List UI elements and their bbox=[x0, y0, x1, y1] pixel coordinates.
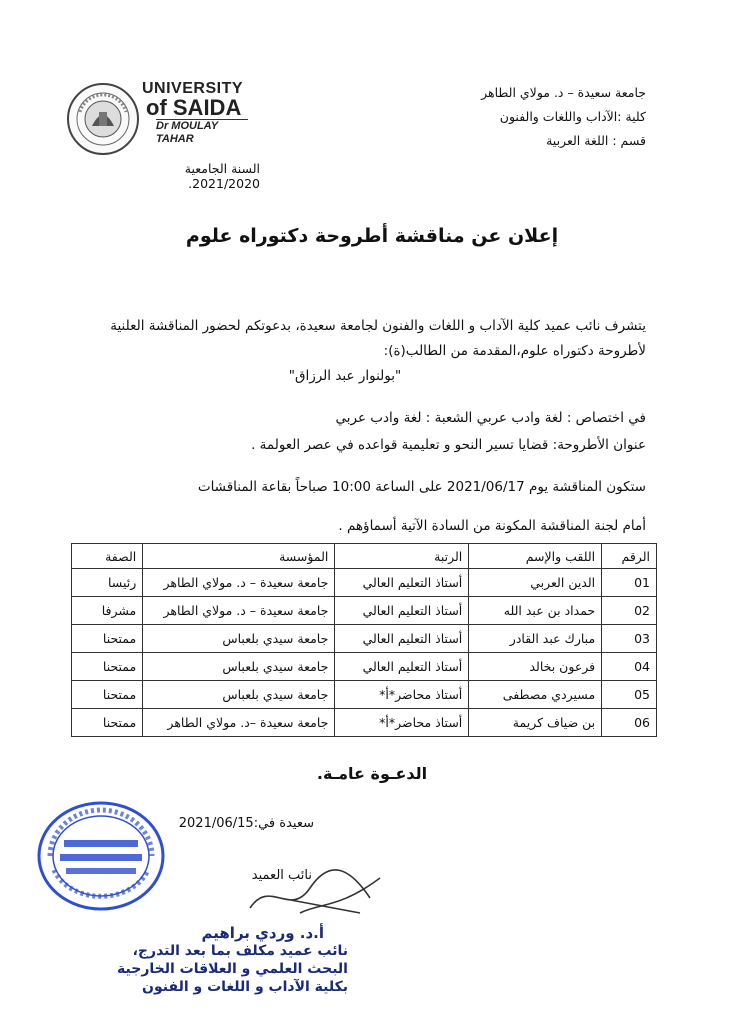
cell-institution: جامعة سعيدة –د. مولاي الطاهر bbox=[143, 709, 335, 737]
signature-line3: بكلية الآداب و اللغات و الفنون bbox=[142, 979, 348, 995]
logo-line1: UNIVERSITY bbox=[142, 80, 244, 97]
thesis-title-line: عنوان الأطروحة: قضايا تسير النحو و تعليمية قواعده في عصر العولمة . bbox=[251, 437, 646, 453]
cell-institution: جامعة سيدي بلعباس bbox=[143, 653, 335, 681]
cell-rank: أستاذ التعليم العالي bbox=[335, 569, 469, 597]
cell-role: ممتحنا bbox=[72, 709, 143, 737]
university-logo bbox=[66, 78, 244, 164]
cell-role: ممتحنا bbox=[72, 625, 143, 653]
table-row bbox=[72, 569, 657, 597]
cell-institution: جامعة سعيدة – د. مولاي الطاهر bbox=[143, 597, 335, 625]
table-row bbox=[72, 653, 657, 681]
header-role: الصفة bbox=[72, 544, 143, 569]
header-rank: الرتبة bbox=[335, 544, 469, 569]
header-name: اللقب والإسم bbox=[469, 544, 602, 569]
official-stamp-icon bbox=[36, 800, 166, 912]
signer-title: نائب العميد bbox=[251, 868, 312, 883]
logo-line3: Dr MOULAY TAHAR bbox=[156, 119, 248, 146]
intro-line1: يتشرف نائب عميد كلية الآداب و اللغات والفنون لجامعة سعيدة، بدعوتكم لحضور المناقشة العلنية bbox=[110, 318, 646, 334]
table-row bbox=[72, 681, 657, 709]
cell-name: الدين العربي bbox=[469, 569, 602, 597]
cell-name: حمداد بن عبد الله bbox=[469, 597, 602, 625]
student-name: "بولنوار عبد الرزاق" bbox=[288, 368, 402, 384]
university-seal-icon bbox=[66, 82, 140, 156]
cell-name: مبارك عبد القادر bbox=[469, 625, 602, 653]
cell-role: ممتحنا bbox=[72, 653, 143, 681]
table-row bbox=[72, 597, 657, 625]
cell-role: مشرفا bbox=[72, 597, 143, 625]
header-faculty: كلية :الآداب واللغات والفنون bbox=[499, 109, 646, 124]
table-header-row bbox=[72, 544, 657, 569]
place-date: سعيدة في:2021/06/15 bbox=[178, 816, 314, 831]
cell-name: مسيردي مصطفى bbox=[469, 681, 602, 709]
cell-role: رئيسا bbox=[72, 569, 143, 597]
cell-number: 04 bbox=[602, 653, 657, 681]
table-row bbox=[72, 625, 657, 653]
logo-text bbox=[142, 80, 246, 146]
cell-name: بن ضياف كريمة bbox=[469, 709, 602, 737]
signature-name: أ.د. وردي براهيم bbox=[201, 924, 324, 942]
schedule-line: ستكون المناقشة يوم 2021/06/17 على الساعة 10:00 صباحاً بقاعة المناقشات bbox=[197, 479, 646, 495]
cell-number: 06 bbox=[602, 709, 657, 737]
cell-rank: أستاذ محاضر*أ* bbox=[335, 709, 469, 737]
cell-rank: أستاذ التعليم العالي bbox=[335, 597, 469, 625]
signature-line1: نائب عميد مكلف بما بعد التدرج، bbox=[132, 943, 348, 959]
header-university: جامعة سعيدة – د. مولاي الطاهر bbox=[481, 85, 646, 100]
cell-number: 05 bbox=[602, 681, 657, 709]
header-institution: المؤسسة bbox=[143, 544, 335, 569]
invitation-line: الدعـوة عامـة. bbox=[316, 764, 428, 783]
committee-table bbox=[71, 543, 657, 737]
table-row bbox=[72, 709, 657, 737]
intro-line2: لأطروحة دكتوراه علوم،المقدمة من الطالب(ة): bbox=[383, 343, 646, 359]
cell-number: 03 bbox=[602, 625, 657, 653]
page-title: إعلان عن مناقشة أطروحة دكتوراه علوم bbox=[185, 225, 559, 247]
handwritten-signature-icon bbox=[240, 858, 390, 928]
cell-rank: أستاذ محاضر*أ* bbox=[335, 681, 469, 709]
cell-number: 02 bbox=[602, 597, 657, 625]
logo-line2: of SAIDA bbox=[146, 95, 242, 120]
committee-intro: أمام لجنة المناقشة المكونة من السادة الآتية أسماؤهم . bbox=[338, 518, 646, 534]
cell-rank: أستاذ التعليم العالي bbox=[335, 653, 469, 681]
header-number: الرقم bbox=[602, 544, 657, 569]
signature-line2: البحث العلمي و العلاقات الخارجية bbox=[117, 961, 348, 977]
cell-name: فرعون بخالد bbox=[469, 653, 602, 681]
cell-rank: أستاذ التعليم العالي bbox=[335, 625, 469, 653]
cell-institution: جامعة سعيدة – د. مولاي الطاهر bbox=[143, 569, 335, 597]
cell-role: ممتحنا bbox=[72, 681, 143, 709]
cell-institution: جامعة سيدي بلعباس bbox=[143, 625, 335, 653]
specialty-line: في اختصاص : لغة وادب عربي الشعبة : لغة وادب عربي bbox=[335, 410, 646, 426]
academic-year: السنة الجامعية 2021/2020. bbox=[184, 161, 260, 191]
cell-institution: جامعة سيدي بلعباس bbox=[143, 681, 335, 709]
header-department: قسم : اللغة العربية bbox=[546, 133, 646, 148]
cell-number: 01 bbox=[602, 569, 657, 597]
